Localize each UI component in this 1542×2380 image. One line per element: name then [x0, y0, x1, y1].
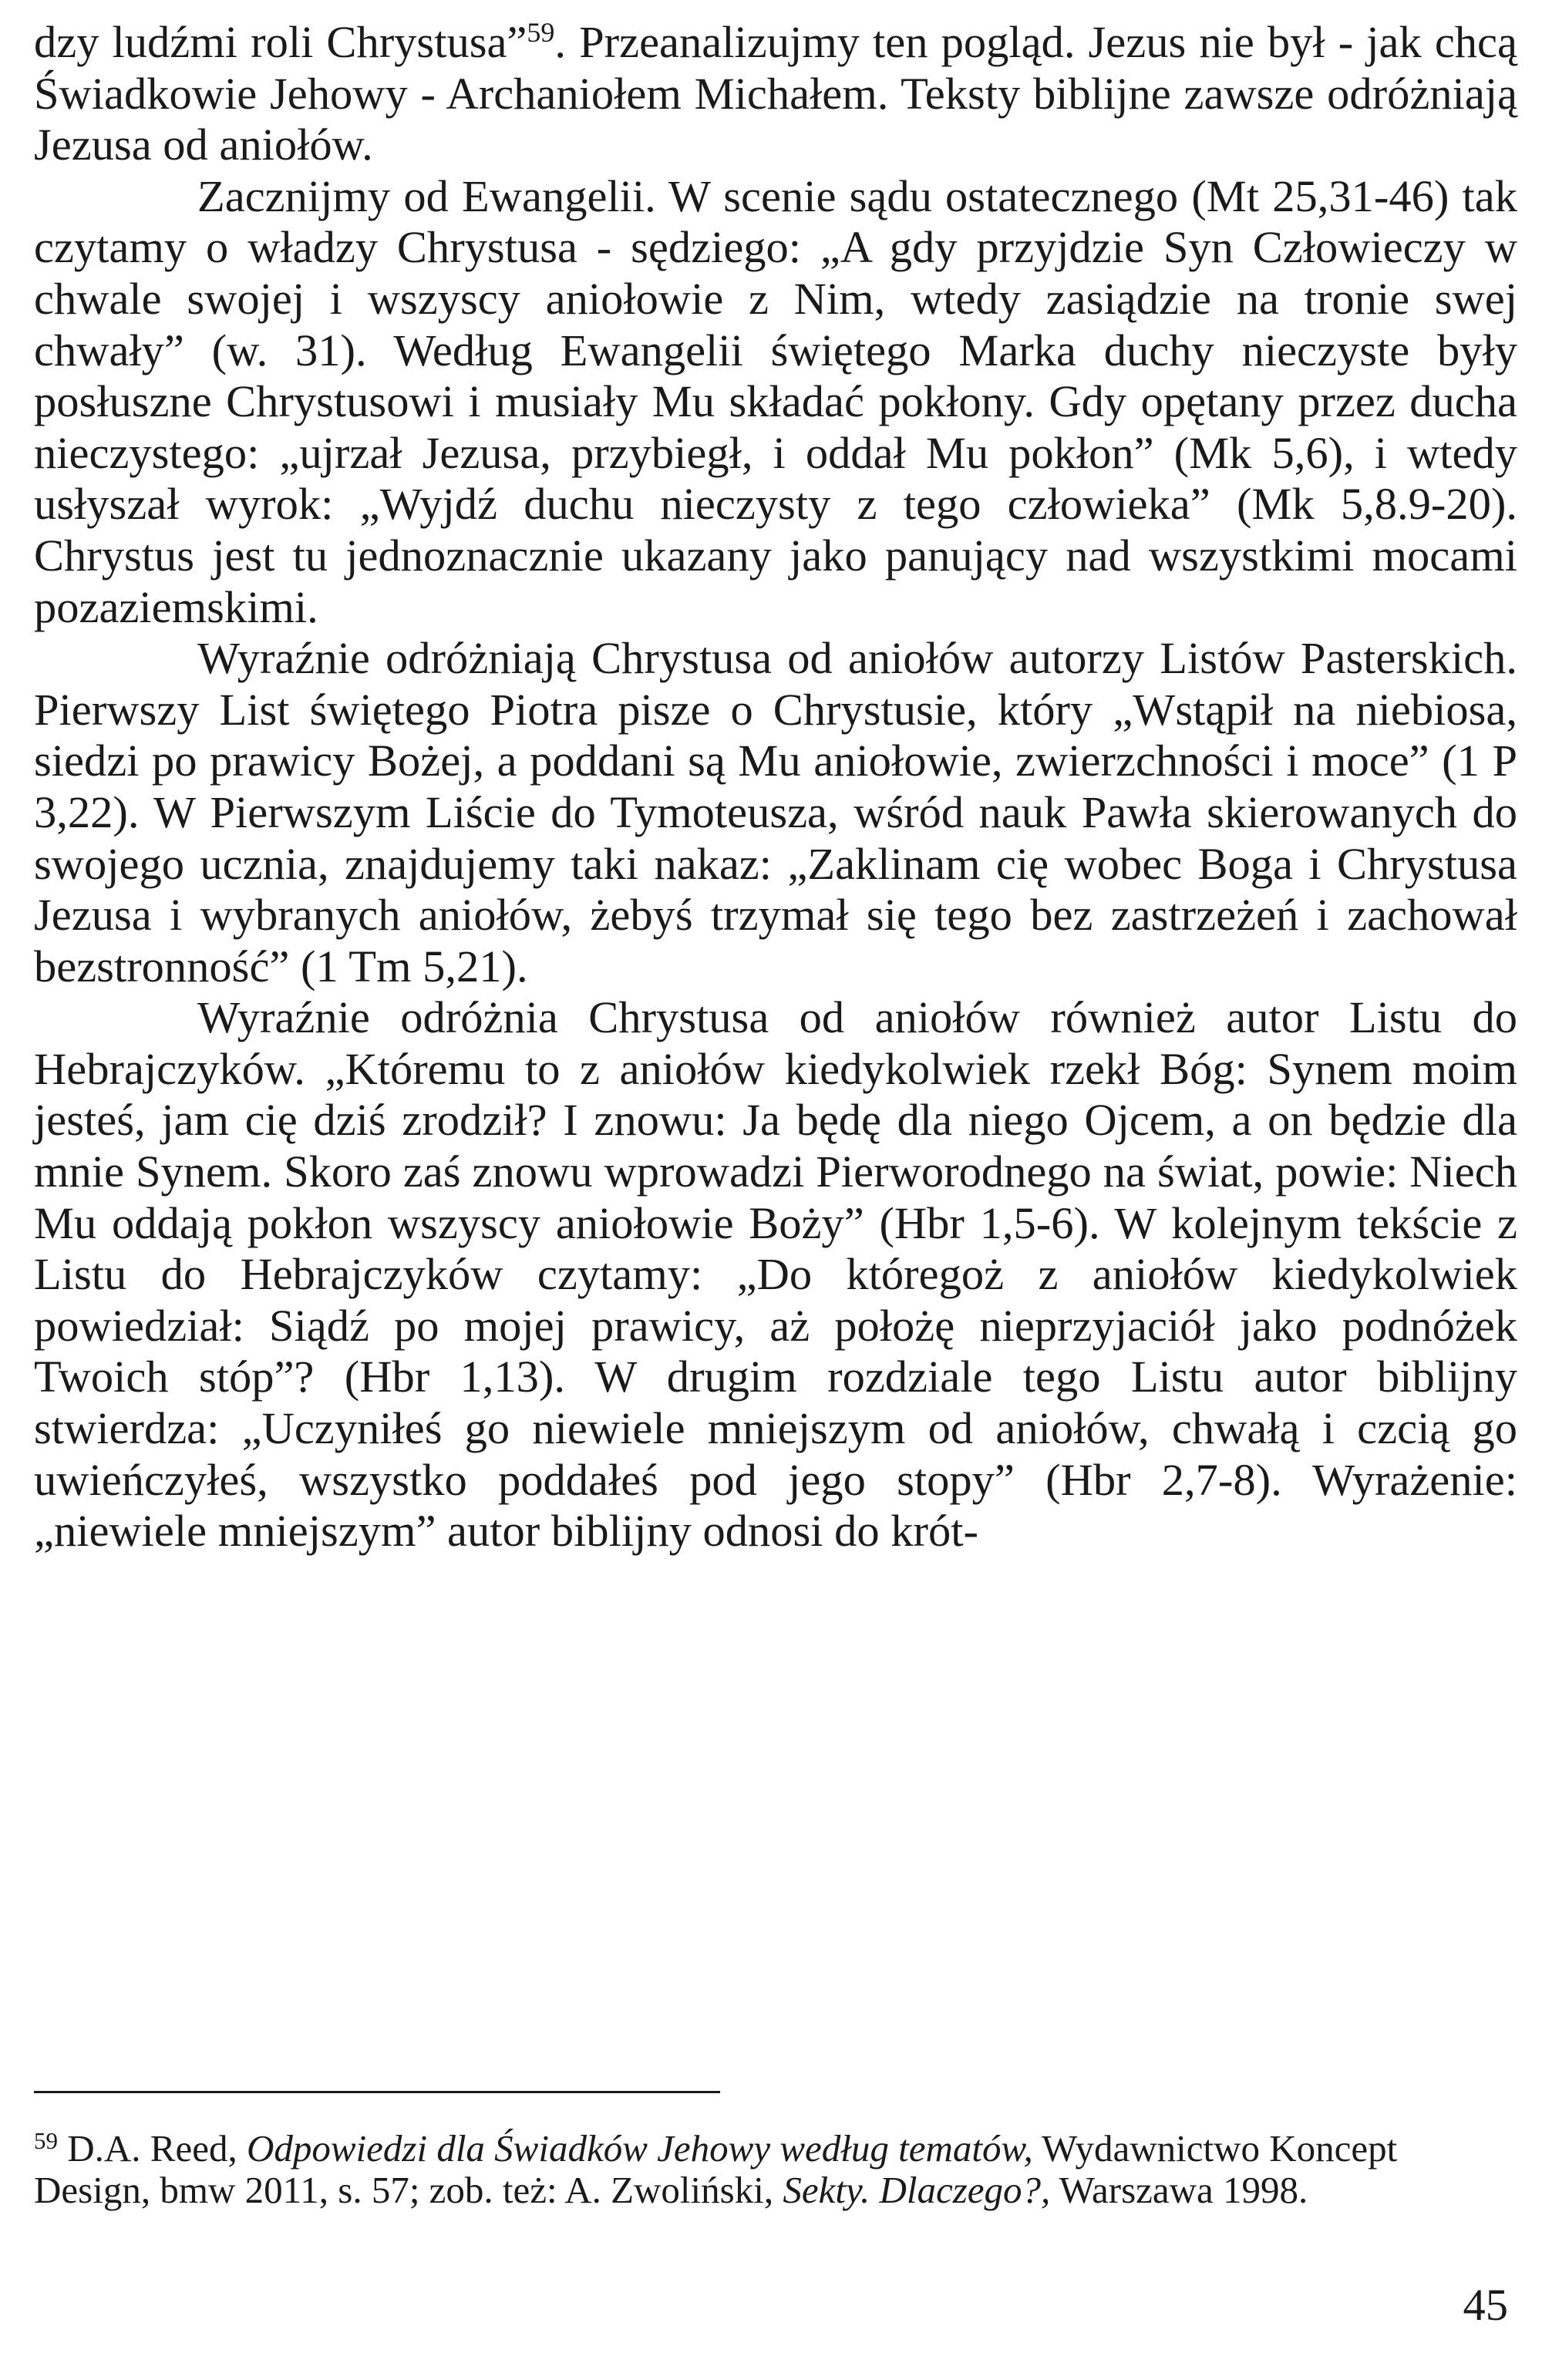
paragraph-2: Zacznijmy od Ewangelii. W scenie sądu ostatecznego (Mt 25,31-46) tak czytamy o władzy Chrystusa - sędziego: „A gdy przyjdzie Syn Człowieczy w chwale swojej i wszyscy aniołowie z Nim, wtedy zasiądzie na tronie swej chwały” (w. 31). Według Ewangelii świętego Marka duchy nieczyste były posłuszne Chrystusowi i musiały Mu składać pokłony. Gdy opętany przez ducha nieczystego: „ujrzał Jezusa, przybiegł, i oddał Mu pokłon” (Mk 5,6), i wtedy usłyszał wyrok: „Wyjdź duchu nieczysty z tego człowieka” (Mk 5,8.9-20). Chrystus jest tu jednoznacznie ukazany jako panujący nad wszystkimi mocami pozaziemskimi. — [34, 170, 1517, 632]
paragraph-1 — [34, 17, 1517, 171]
footnote-title-2: Sekty. Dlaczego?, — [783, 2169, 1051, 2211]
paragraph-1-text-before: dzy ludźmi roli Chrystusa” — [34, 17, 527, 67]
paragraph-1-text-after: . Przeanalizujmy ten pogląd. Jezus nie był - jak chcą Świadkowie Jehowy - Archaniołem Michałem. Teksty biblijne zawsze odróżniają Jezusa od aniołów. — [34, 17, 1517, 170]
main-text — [34, 17, 1517, 1557]
footnote — [34, 2128, 1517, 2211]
footnote-divider — [34, 2091, 720, 2093]
footnote-author: D.A. Reed, — [67, 2127, 237, 2170]
footnote-reference[interactable]: 59 — [527, 17, 555, 48]
footnote-publisher: Wydawnictwo Koncept Design, bmw 2011, s. 57; zob. też: A. Zwoliński, — [34, 2127, 1398, 2211]
page-body — [34, 17, 1517, 1557]
page-number: 45 — [1463, 2280, 1508, 2330]
paragraph-4: Wyraźnie odróżnia Chrystusa od aniołów również autor Listu do Hebrajczyków. „Któremu to z aniołów kiedykolwiek rzekł Bóg: Synem moim jesteś, jam cię dziś zrodził? I znowu: Ja będę dla niego Ojcem, a on będzie dla mnie Synem. Skoro zaś znowu wprowadzi Pierworodnego na świat, powie: Niech Mu oddają pokłon wszyscy aniołowie Boży” (Hbr 1,5-6). W kolejnym tekście z Listu do Hebrajczyków czytamy: „Do któregoż z aniołów kiedykolwiek powiedział: Siądź po mojej prawicy, aż położę nieprzyjaciół jako podnóżek Twoich stóp”? (Hbr 1,13). W drugim rozdziale tego Listu autor biblijny stwierdza: „Uczyniłeś go niewiele mniejszym od aniołów, chwałą i czcią go uwieńczyłeś, wszystko poddałeś pod jego stopy” (Hbr 2,7-8). Wyrażenie: „niewiele mniejszym” autor biblijny odnosi do krót- — [34, 992, 1517, 1557]
footnote-number: 59 — [34, 2127, 58, 2154]
footnote-title: Odpowiedzi dla Świadków Jehowy według tematów, — [246, 2127, 1033, 2170]
footnote-place-year: Warszawa 1998. — [1059, 2169, 1308, 2211]
paragraph-3: Wyraźnie odróżniają Chrystusa od aniołów autorzy Listów Pasterskich. Pierwszy List świętego Piotra pisze o Chrystusie, który „Wstąpił na niebiosa, siedzi po prawicy Bożej, a poddani są Mu aniołowie, zwierzchności i moce” (1 P 3,22). W Pierwszym Liście do Tymoteusza, wśród nauk Pawła skierowanych do swojego ucznia, znajdujemy taki nakaz: „Zaklinam cię wobec Boga i Chrystusa Jezusa i wybranych aniołów, żebyś trzymał się tego bez zastrzeżeń i zachował bezstronność” (1 Tm 5,21). — [34, 633, 1517, 991]
